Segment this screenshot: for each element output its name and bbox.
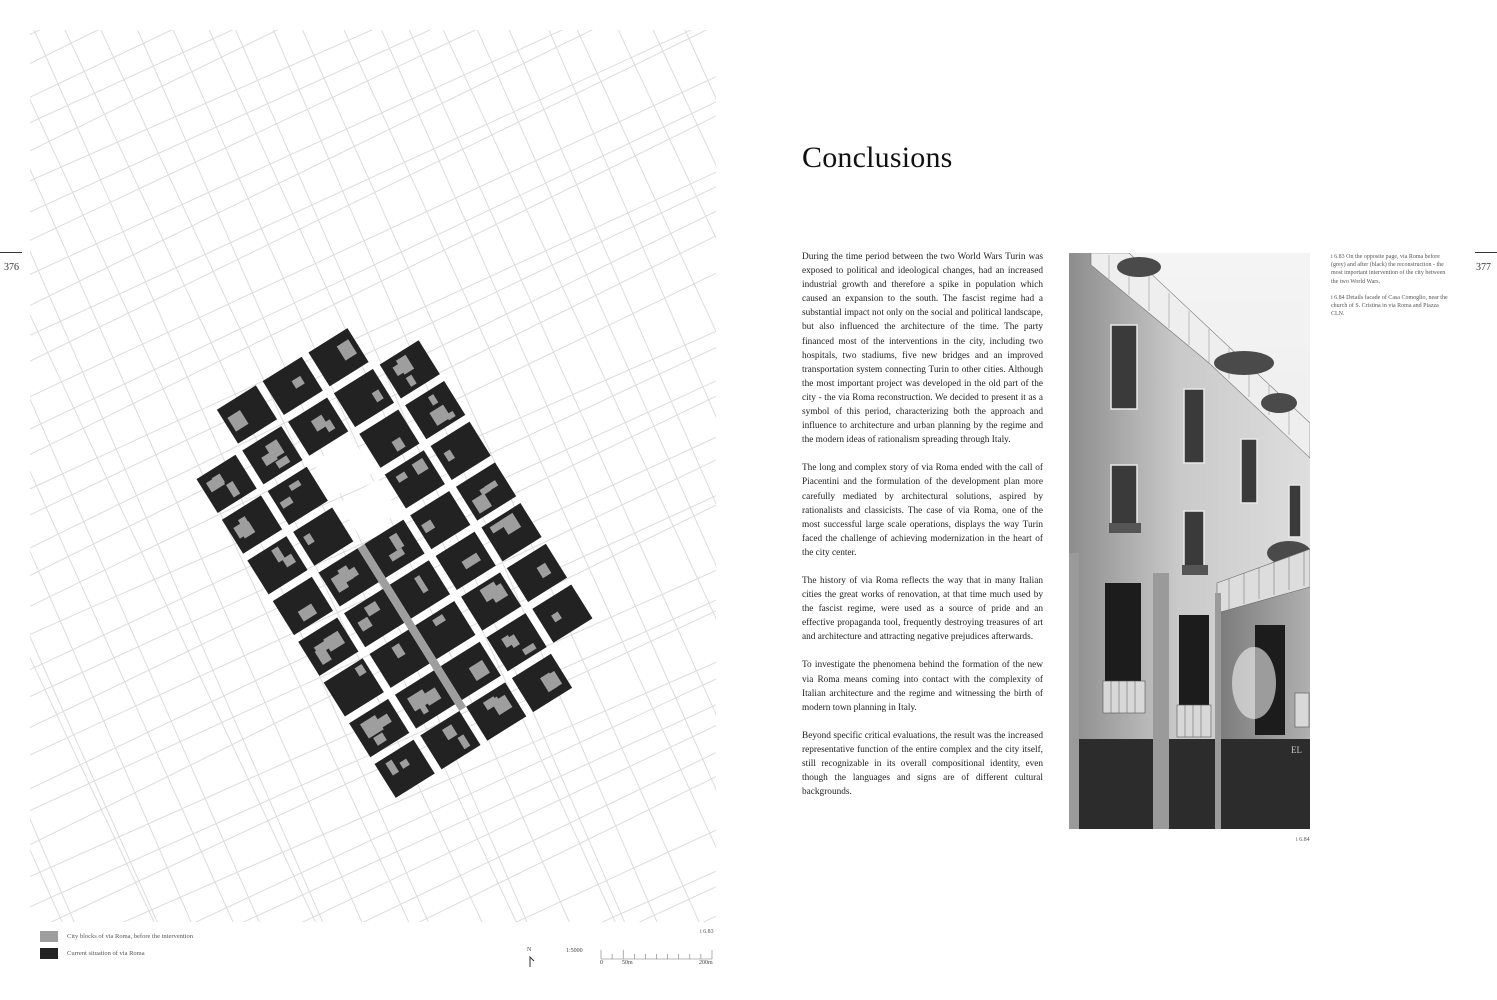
paragraph-5: Beyond specific critical evaluations, the result was the increased representative function of the entire complex and the city itself, still recognizable in its overall compositional identity, even though the languages and signs are of different cultural backgrounds. bbox=[802, 730, 1043, 798]
legend-label-current: Current situation of via Roma bbox=[67, 950, 145, 957]
page-marker-right bbox=[1475, 252, 1497, 253]
legend-label-before: City blocks of via Roma, before the intervention bbox=[67, 933, 193, 940]
street-line bbox=[30, 77, 716, 397]
caption-photo: i 6.84 Details facade of Casa Comoglio, near the church of S. Cristina in via Roma and Piazza CLN. bbox=[1331, 294, 1448, 318]
caption-map: i 6.83 On the opposite page, via Roma before (grey) and after (black) the reconstruction - the most important intervention of the city between the two World Wars. bbox=[1331, 254, 1446, 285]
scale-tick-50m: 50m bbox=[622, 960, 633, 966]
scale-bar bbox=[600, 948, 716, 960]
page-marker-left bbox=[0, 252, 22, 253]
street-line bbox=[30, 777, 716, 922]
building-facade-photo bbox=[1069, 253, 1310, 829]
street-line bbox=[30, 30, 716, 361]
north-label: N bbox=[527, 947, 532, 953]
legend-swatch-before bbox=[40, 931, 58, 942]
building-sign: EL bbox=[1291, 745, 1302, 755]
photo-figure-code: i 6.84 bbox=[1296, 837, 1310, 843]
north-arrow-icon bbox=[526, 955, 536, 968]
map-figure-code: i 6.83 bbox=[700, 929, 714, 935]
side-captions bbox=[1331, 253, 1451, 326]
street-line bbox=[509, 30, 716, 922]
street-line bbox=[653, 30, 716, 922]
scale-ratio: 1:5000 bbox=[566, 948, 583, 954]
street-line bbox=[30, 30, 716, 97]
page-number-right: 377 bbox=[1476, 262, 1491, 273]
paragraph-1: During the time period between the two World Wars Turin was exposed to political and ideological changes, had an increased industrial growth and therefore a spike in population which caused an expansion to the south. The fascist regime had a substantial impact not only on the social and political landscape, but also influenced the architecture of the time. The party financed most of the interventions in the city, including two hospitals, two stadiums, five new bridges and an improved transportation system connecting Turin to other cities. Although the most important project was developed in the old part of the city - the via Roma reconstruction. We decided to present it as a symbol of this period, characterizing both the approach and influence to architecture and urban planning by the regime and the modern ideas of rationalism spreading through Italy. bbox=[802, 252, 1043, 446]
scale-tick-200m: 200m bbox=[699, 960, 713, 966]
page-title: Conclusions bbox=[802, 141, 953, 174]
street-line bbox=[30, 662, 716, 922]
paragraph-3: The history of via Roma reflects the way that in many Italian cities the great works of renovation, at that time much used by the fascist regime, were used as a source of pride and an effective propaganda tool, frequently destroying treasures of art and architecture and attracting negative prejudices afterwards. bbox=[802, 575, 1043, 643]
paragraph-4: To investigate the phenomena behind the formation of the new via Roma means coming into contact with the complexity of Italian architecture and the regime and witnessing the birth of modern town planning in Italy. bbox=[802, 660, 1043, 713]
street-line bbox=[30, 30, 716, 305]
article-body bbox=[802, 250, 1043, 813]
street-line bbox=[477, 30, 716, 922]
street-line bbox=[30, 30, 716, 181]
via-roma-map bbox=[30, 30, 716, 922]
street-line bbox=[30, 187, 716, 515]
street-line bbox=[30, 30, 716, 35]
legend-swatch-current bbox=[40, 948, 58, 959]
paragraph-2: The long and complex story of via Roma ended with the call of Piacentini and the formulation of the development plan more carefully mediated by architectural solutions, aspired by rationalists and classicists. The case of via Roma, one of the most successful large scale operations, displays the way Turin faced the challenge of achieving modernization in the heart of the city center. bbox=[802, 463, 1043, 558]
street-line bbox=[30, 30, 716, 274]
street-grid bbox=[30, 30, 716, 922]
scale-tick-0: 0 bbox=[600, 960, 603, 966]
street-line bbox=[30, 30, 716, 212]
page-number-left: 376 bbox=[4, 262, 19, 273]
street-line bbox=[577, 30, 716, 922]
city-blocks bbox=[171, 300, 618, 798]
street-line bbox=[30, 30, 716, 63]
